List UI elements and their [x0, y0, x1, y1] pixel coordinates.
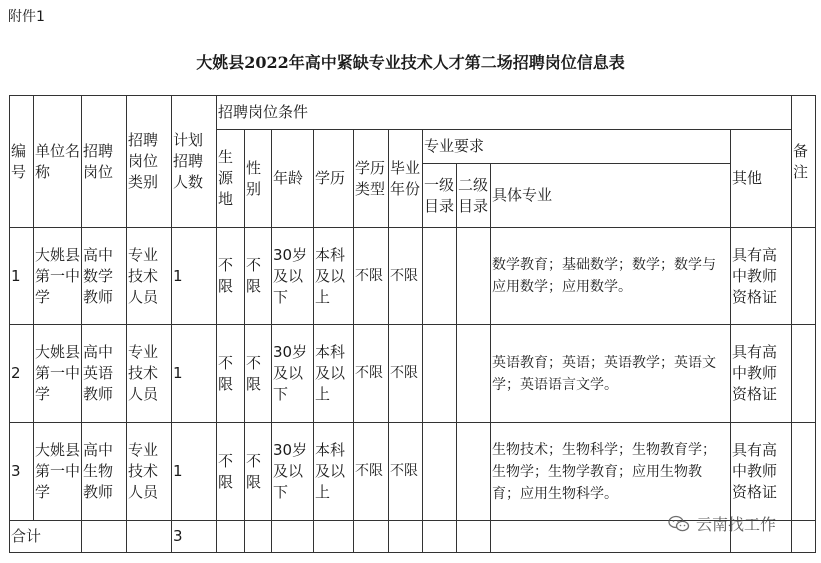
cell-post: 高中英语教师: [82, 325, 127, 423]
attachment-label: 附件1: [8, 9, 45, 25]
cell-specific: 生物技术；生物科学；生物教育学；生物学；生物学教育；应用生物教育；应用生物科学。: [491, 423, 731, 521]
header-education: 学历: [314, 130, 354, 228]
header-edu-type: 学历类型: [354, 130, 389, 228]
cell-category: 专业技术人员: [127, 228, 172, 325]
cell-other: 具有高中教师资格证: [731, 325, 792, 423]
cell-count: 1: [172, 325, 217, 423]
cell-level1: [423, 325, 457, 423]
cell-edu-type: 不限: [354, 325, 389, 423]
cell-source: 不限: [217, 423, 245, 521]
cell-remark: [792, 423, 816, 521]
cell-remark: [792, 228, 816, 325]
cell-no: 1: [10, 228, 34, 325]
cell-post: 高中生物教师: [82, 423, 127, 521]
header-no: 编号: [10, 96, 34, 228]
cell-grad-year: 不限: [389, 325, 423, 423]
cell-level1: [423, 423, 457, 521]
cell-unit: 大姚县第一中学: [34, 325, 82, 423]
cell-age: 30岁及以下: [272, 423, 314, 521]
header-remark: 备注: [792, 96, 816, 228]
header-gender: 性别: [245, 130, 272, 228]
header-unit: 单位名称: [34, 96, 82, 228]
cell-edu-type: 不限: [354, 423, 389, 521]
header-source: 生源地: [217, 130, 245, 228]
cell-level2: [457, 228, 491, 325]
table-row: [10, 325, 816, 423]
cell-no: 2: [10, 325, 34, 423]
cell-other: 具有高中教师资格证: [731, 423, 792, 521]
cell-grad-year: 不限: [389, 423, 423, 521]
document-title: 大姚县2022年高中紧缺专业技术人才第二场招聘岗位信息表: [196, 53, 625, 72]
table-row: [10, 228, 816, 325]
cell-edu-type: 不限: [354, 228, 389, 325]
cell-count: 1: [172, 423, 217, 521]
header-conditions: 招聘岗位条件: [217, 96, 792, 130]
header-post: 招聘岗位: [82, 96, 127, 228]
cell-unit: 大姚县第一中学: [34, 228, 82, 325]
cell-specific: 英语教育；英语；英语教学；英语文学；英语语言文学。: [491, 325, 731, 423]
cell-age: 30岁及以下: [272, 228, 314, 325]
cell-remark: [792, 325, 816, 423]
cell-education: 本科及以上: [314, 325, 354, 423]
total-category-empty: [127, 521, 172, 553]
header-other: 其他: [731, 130, 792, 228]
cell-gender: 不限: [245, 228, 272, 325]
cell-gender: 不限: [245, 325, 272, 423]
cell-no: 3: [10, 423, 34, 521]
header-level1: 一级目录: [423, 164, 457, 228]
cell-unit: 大姚县第一中学: [34, 423, 82, 521]
cell-education: 本科及以上: [314, 228, 354, 325]
header-level2: 二级目录: [457, 164, 491, 228]
header-grad-year: 毕业年份: [389, 130, 423, 228]
cell-source: 不限: [217, 228, 245, 325]
cell-source: 不限: [217, 325, 245, 423]
cell-level2: [457, 423, 491, 521]
watermark-text: 云南找工作: [696, 515, 777, 534]
header-age: 年龄: [272, 130, 314, 228]
table-row: [10, 423, 816, 521]
total-post-empty: [82, 521, 127, 553]
cell-age: 30岁及以下: [272, 325, 314, 423]
cell-level1: [423, 228, 457, 325]
cell-level2: [457, 325, 491, 423]
header-major-req: 专业要求: [423, 130, 731, 164]
job-table: [9, 95, 816, 553]
header-count: 计划招聘人数: [172, 96, 217, 228]
cell-post: 高中数学教师: [82, 228, 127, 325]
cell-specific: 数学教育；基础数学；数学；数学与应用数学；应用数学。: [491, 228, 731, 325]
cell-category: 专业技术人员: [127, 325, 172, 423]
header-category: 招聘岗位类别: [127, 96, 172, 228]
total-label: 合计: [10, 521, 82, 553]
watermark: [668, 512, 776, 535]
cell-other: 具有高中教师资格证: [731, 228, 792, 325]
cell-gender: 不限: [245, 423, 272, 521]
wechat-icon: [668, 515, 690, 533]
total-count: 3: [172, 521, 217, 553]
header-specific: 具体专业: [491, 164, 731, 228]
cell-category: 专业技术人员: [127, 423, 172, 521]
cell-education: 本科及以上: [314, 423, 354, 521]
cell-count: 1: [172, 228, 217, 325]
cell-grad-year: 不限: [389, 228, 423, 325]
